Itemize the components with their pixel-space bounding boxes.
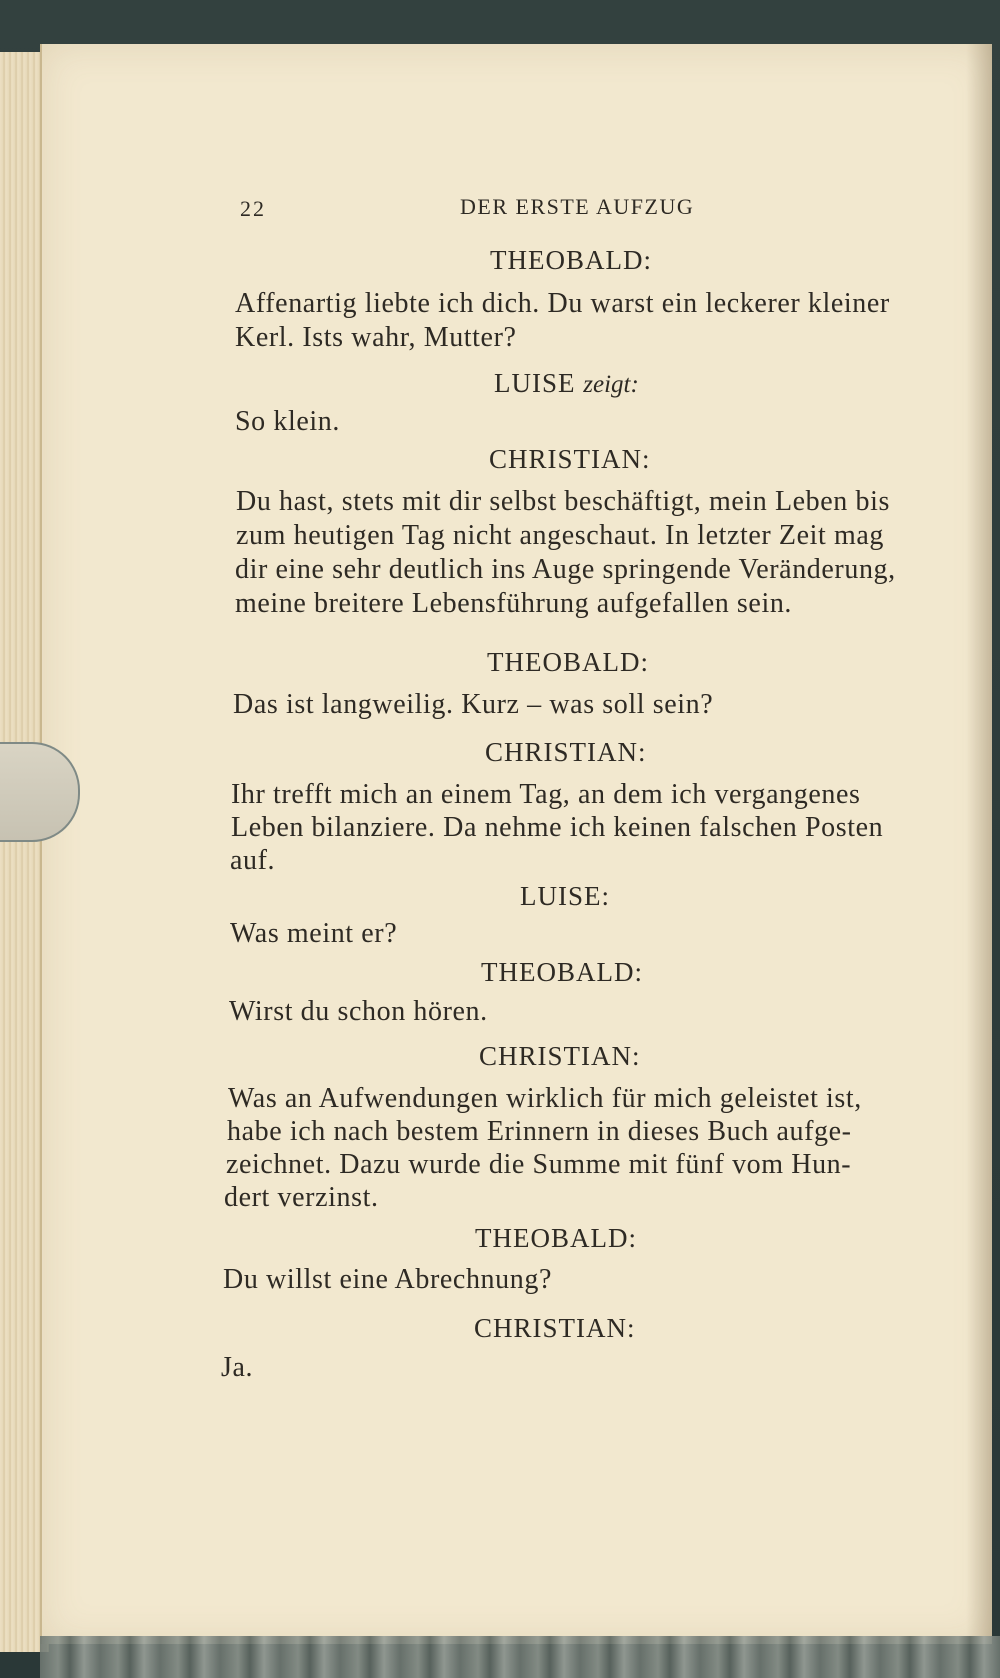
speaker-label: LUISE bbox=[494, 368, 576, 398]
dialogue-line: Was meint er? bbox=[230, 918, 398, 949]
dialogue-line: dert verzinst. bbox=[224, 1182, 379, 1213]
speaker-name: THEOBALD: bbox=[490, 245, 652, 275]
speaker-name bbox=[494, 368, 639, 399]
dialogue-line: Du willst eine Abrechnung? bbox=[223, 1264, 552, 1295]
dialogue-line: Kerl. Ists wahr, Mutter? bbox=[235, 322, 517, 353]
dialogue-line: dir eine sehr deutlich ins Auge springende Veränderung, bbox=[235, 554, 896, 585]
speaker-name: CHRISTIAN: bbox=[489, 444, 651, 474]
dialogue-line: So klein. bbox=[235, 406, 340, 437]
speaker-name: CHRISTIAN: bbox=[479, 1041, 641, 1071]
dialogue-line: Wirst du schon hören. bbox=[229, 996, 488, 1027]
running-title: DER ERSTE AUFZUG bbox=[460, 194, 695, 219]
speaker-name: THEOBALD: bbox=[475, 1223, 637, 1253]
dialogue-line: habe ich nach bestem Erinnern in dieses Buch aufge- bbox=[227, 1116, 852, 1147]
binding-edge bbox=[40, 1636, 1000, 1678]
dialogue-line: zum heutigen Tag nicht angeschaut. In letzter Zeit mag bbox=[236, 520, 885, 551]
dialogue-line: Das ist langweilig. Kurz – was soll sein? bbox=[233, 689, 714, 720]
dialogue-line: Affenartig liebte ich dich. Du warst ein leckerer kleiner bbox=[235, 288, 890, 319]
dialogue-line: zeichnet. Dazu wurde die Summe mit fünf vom Hun- bbox=[226, 1149, 852, 1180]
dialogue-line: Leben bilanziere. Da nehme ich keinen falschen Posten bbox=[231, 812, 884, 843]
gutter-shadow bbox=[966, 44, 992, 1644]
dialogue-line: Du hast, stets mit dir selbst beschäftigt, mein Leben bis bbox=[236, 486, 890, 517]
speaker-name: LUISE: bbox=[520, 881, 610, 911]
speaker-name: THEOBALD: bbox=[487, 647, 649, 677]
speaker-name: CHRISTIAN: bbox=[485, 737, 647, 767]
speaker-name: CHRISTIAN: bbox=[474, 1313, 636, 1343]
speaker-name: THEOBALD: bbox=[481, 957, 643, 987]
dialogue-line: Ihr trefft mich an einem Tag, an dem ich vergangenes bbox=[231, 779, 861, 810]
dialogue-line: meine breitere Lebensführung aufgefallen sein. bbox=[235, 588, 793, 619]
stage-direction: zeigt: bbox=[583, 371, 639, 398]
dialogue-line: Was an Aufwendungen wirklich für mich geleistet ist, bbox=[228, 1083, 862, 1114]
book-page bbox=[40, 44, 992, 1644]
dialogue-line: auf. bbox=[230, 845, 276, 876]
dialogue-line: Ja. bbox=[221, 1352, 254, 1383]
page-number: 22 bbox=[240, 196, 266, 221]
